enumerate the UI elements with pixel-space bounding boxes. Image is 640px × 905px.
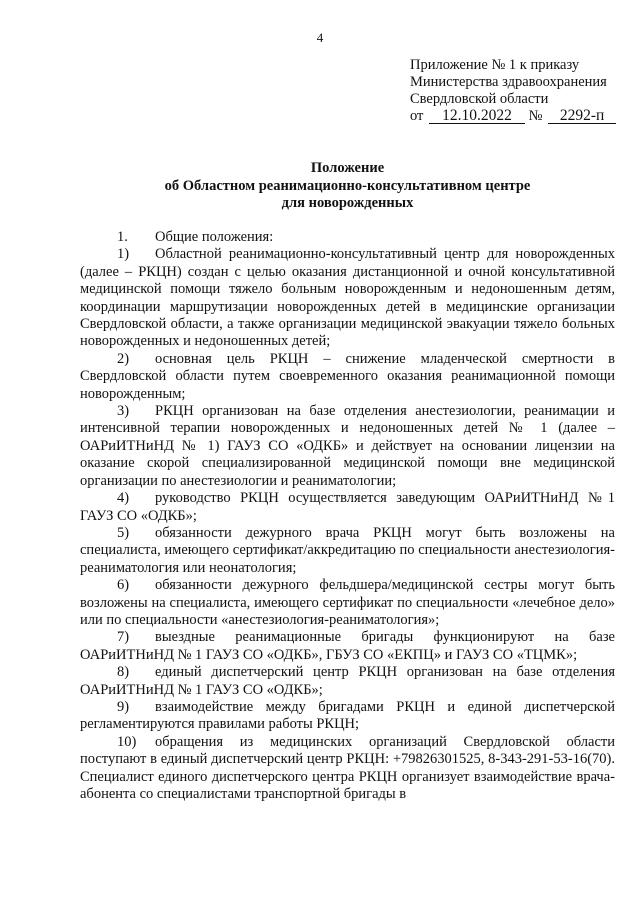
- item-text: Областной реанимационно-консультативный центр для новорожденных (далее – РКЦН) создан с целью оказания дистанционной и очной консультативной медицинской помощи тяжело больным новорожденным и недоношенным детям, координации маршрутизации новорожденных детей в медицинские организации Свердловской области, а также организации медицинской эвакуации тяжело больных новорожденных и недоношенных детей;: [80, 246, 615, 350]
- list-item: [80, 577, 615, 629]
- item-text: РКЦН организован на базе отделения анестезиологии, реанимации и интенсивной терапии новорожденных и недоношенных детей № 1 (далее – ОАРиИТНиНД № 1) ГАУЗ СО «ОДКБ» и действует на основании лицензии на оказание скорой специализированной медицинской помощи вне медицинской организации по анестезиологии и реаниматологии;: [80, 403, 615, 489]
- list-item: [80, 629, 615, 664]
- appendix-date-line: [410, 108, 635, 125]
- title-line-2: об Областном реанимационно-консультативном центре: [164, 177, 531, 194]
- item-text: обращения из медицинских организаций Свердловской области поступают в единый диспетчерский центр РКЦН: +79826301525, 8-343-291-53-16(70). Специалист единого диспетчерского центра РКЦН организует взаимодействие врача-абонента со специалистами транспортной бригады в: [80, 733, 615, 802]
- item-number: 6): [117, 577, 130, 594]
- item-number: 3): [117, 403, 130, 420]
- list-item: [80, 351, 615, 403]
- item-text: руководство РКЦН осуществляется заведующим ОАРиИТНиНД №1 ГАУЗ СО «ОДКБ»;: [80, 490, 615, 524]
- item-number: 7): [117, 629, 130, 646]
- item-text: взаимодействие между бригадами РКЦН и единой диспетчерской регламентируются правилами работы РКЦН;: [80, 698, 615, 733]
- section-heading: [80, 229, 615, 246]
- list-item: [80, 246, 615, 350]
- item-number: 8): [117, 664, 130, 681]
- item-number: 4): [117, 490, 130, 507]
- document-body: [80, 229, 615, 803]
- list-item: [80, 699, 615, 734]
- section-title: Общие положения:: [155, 229, 274, 245]
- list-item: [80, 403, 615, 490]
- item-number: 1): [117, 246, 130, 263]
- list-item: [80, 664, 615, 699]
- list-item: [80, 490, 615, 525]
- order-date: 12.10.2022: [429, 109, 525, 124]
- number-prefix: №: [528, 108, 543, 124]
- item-number: 10): [117, 733, 137, 750]
- item-text: основная цель РКЦН – снижение младенческой смертности в Свердловской области путем своевременного оказания реанимационной помощи новорожденным;: [80, 350, 615, 402]
- item-text: выездные реанимационные бригады функционируют на базе ОАРиИТНиНД № 1 ГАУЗ СО «ОДКБ», ГБУЗ СО «ЕКПЦ» и ГАУЗ СО «ТЦМК»;: [80, 629, 615, 663]
- section-number: 1.: [117, 229, 128, 245]
- item-text: обязанности дежурного врача РКЦН могут быть возложены на специалиста, имеющего сертификат/аккредитацию по специальности анестезиология-реаниматология или неонатология;: [80, 524, 615, 576]
- date-prefix: от: [410, 108, 424, 124]
- item-number: 5): [117, 524, 130, 541]
- title-line-1: Положение: [310, 160, 385, 176]
- page-number: 4: [316, 30, 324, 45]
- document-title: [80, 160, 615, 213]
- appendix-header: [410, 57, 635, 125]
- order-number: 2292-п: [548, 109, 616, 124]
- list-item: [80, 525, 615, 577]
- title-line-3: для новорожденных: [281, 195, 414, 211]
- item-text: единый диспетчерский центр РКЦН организован на базе отделения ОАРиИТНиНД № 1 ГАУЗ СО «ОДКБ»;: [80, 664, 615, 698]
- item-number: 9): [117, 698, 130, 715]
- appendix-line-2: Министерства здравоохранения: [410, 74, 607, 90]
- item-text: обязанности дежурного фельдшера/медицинской сестры могут быть возложены на специалиста, имеющего сертификат по специальности «лечебное дело» или по специальности «анестезиология-реаниматология»;: [80, 577, 615, 628]
- appendix-line-3: Свердловской области: [410, 91, 549, 107]
- appendix-line-1: Приложение № 1 к приказу: [410, 57, 580, 73]
- list-item: [80, 734, 615, 804]
- item-number: 2): [117, 350, 130, 367]
